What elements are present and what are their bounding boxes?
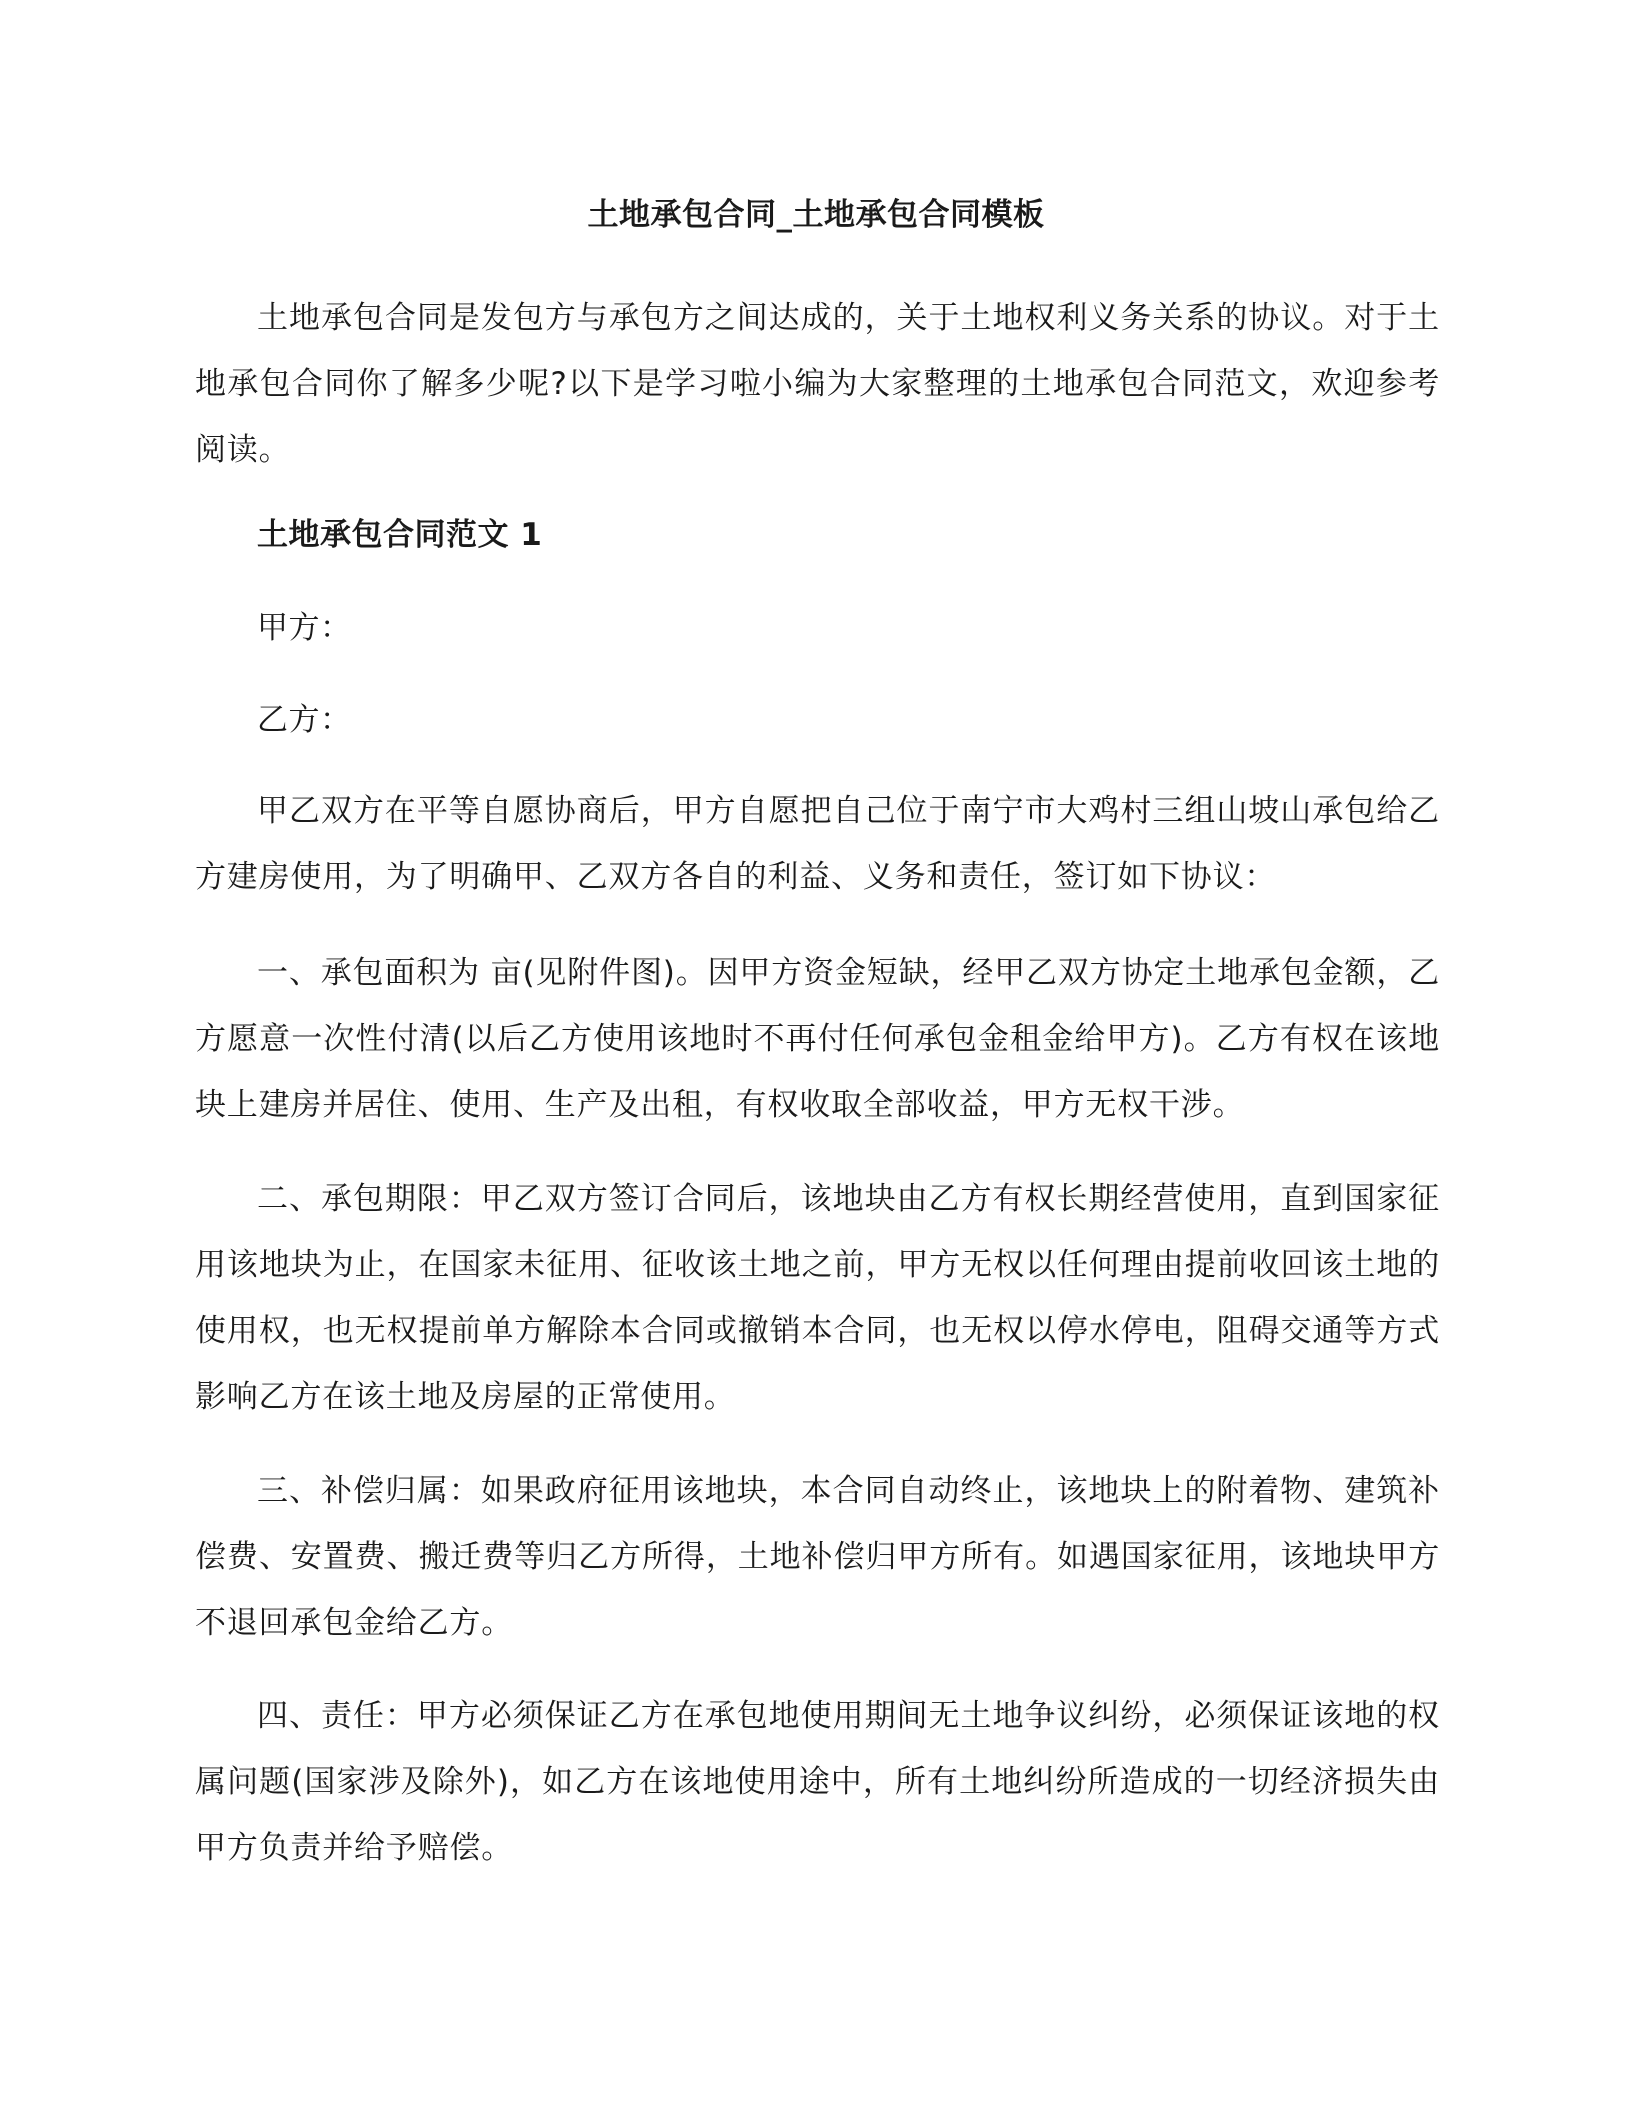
intro-paragraph: 土地承包合同是发包方与承包方之间达成的，关于土地权利义务关系的协议。对于土地承包合同你了解多少呢?以下是学习啦小编为大家整理的土地承包合同范文，欢迎参考阅读。 (195, 300, 1440, 468)
clause-1-paragraph: 一、承包面积为 亩(见附件图)。因甲方资金短缺，经甲乙双方协定土地承包金额，乙方愿意一次性付清(以后乙方使用该地时不再付任何承包金租金给甲方)。乙方有权在该地块上建房并居住、使用、生产及出租，有权收取全部收益，甲方无权干涉。 (195, 955, 1440, 1123)
preamble-paragraph: 甲乙双方在平等自愿协商后，甲方自愿把自己位于南宁市大鸡村三组山坡山承包给乙方建房使用，为了明确甲、乙双方各自的利益、义务和责任，签订如下协议： (195, 793, 1440, 895)
clause-3-paragraph: 三、补偿归属：如果政府征用该地块，本合同自动终止，该地块上的附着物、建筑补偿费、安置费、搬迁费等归乙方所得，土地补偿归甲方所有。如遇国家征用，该地块甲方不退回承包金给乙方。 (195, 1473, 1440, 1641)
party-b-label: 乙方： (257, 702, 352, 738)
document-title: 土地承包合同_土地承包合同模板 (587, 197, 1045, 233)
party-a-label: 甲方： (257, 610, 352, 646)
sample-heading: 土地承包合同范文 1 (257, 517, 543, 553)
clause-4-paragraph: 四、责任：甲方必须保证乙方在承包地使用期间无土地争议纠纷，必须保证该地的权属问题(国家涉及除外)，如乙方在该地使用途中，所有土地纠纷所造成的一切经济损失由甲方负责并给予赔偿。 (195, 1698, 1440, 1866)
clause-2-paragraph: 二、承包期限：甲乙双方签订合同后，该地块由乙方有权长期经营使用，直到国家征用该地块为止，在国家未征用、征收该土地之前，甲方无权以任何理由提前收回该土地的使用权，也无权提前单方解除本合同或撤销本合同，也无权以停水停电，阻碍交通等方式影响乙方在该土地及房屋的正常使用。 (195, 1181, 1440, 1415)
